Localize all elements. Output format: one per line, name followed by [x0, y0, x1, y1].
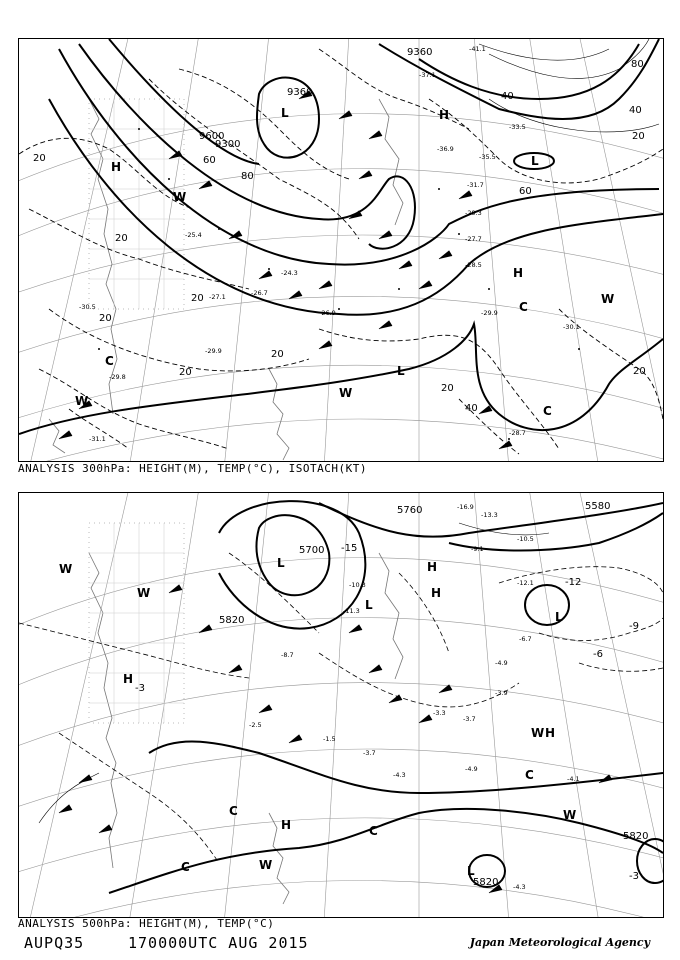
agency-credit: Japan Meteorological Agency [469, 936, 650, 949]
station-temp: -30.5 [79, 303, 96, 311]
low-symbol: L [365, 598, 373, 612]
caption-300hpa: ANALYSIS 300hPa: HEIGHT(M), TEMP(°C), ISOTACH(KT) [18, 462, 368, 475]
station-temp: -6.7 [519, 635, 532, 643]
isotach-label: 20 [179, 367, 192, 378]
station-temp: -31.1 [89, 435, 106, 443]
low-symbol: L [397, 364, 405, 378]
station-temp: -3.7 [363, 749, 376, 757]
warm-symbol: W [339, 386, 353, 400]
isotherm-label: -3 [629, 871, 639, 882]
station-temp: -24.3 [281, 269, 298, 277]
warm-symbol: W [531, 726, 545, 740]
low-symbol: L [467, 864, 475, 878]
isotach-label: 20 [115, 233, 128, 244]
height-label: 9300 [215, 139, 241, 150]
high-symbol: H [439, 108, 450, 122]
station-temp: -11.3 [343, 607, 360, 615]
warm-symbol: W [601, 292, 615, 306]
low-symbol: L [281, 106, 289, 120]
height-contours [109, 501, 663, 893]
station-temp: -29.3 [465, 209, 482, 217]
isotach-label: 80 [631, 59, 644, 70]
high-symbol: H [427, 560, 438, 574]
station-temp: -2.5 [249, 721, 262, 729]
station-temp: -41.1 [469, 45, 486, 53]
high-symbol: H [281, 818, 292, 832]
warm-symbol: W [259, 858, 273, 872]
low-symbol: L [555, 610, 563, 624]
high-symbol: H [123, 672, 134, 686]
isotherm-label: -3 [135, 683, 145, 694]
station-temp: -4.3 [513, 883, 526, 891]
isotach-label: 40 [501, 91, 514, 102]
isotach-label: 20 [99, 313, 112, 324]
cold-symbol: C [229, 804, 238, 818]
station-temp: -10.3 [349, 581, 366, 589]
station-temp: -3.9 [495, 689, 508, 697]
isotach-label: 60 [203, 155, 216, 166]
cold-symbol: C [543, 404, 552, 418]
isotach-label: 20 [632, 131, 645, 142]
high-symbol: H [545, 726, 556, 740]
isotherm-label: -9 [629, 621, 639, 632]
warm-symbol: W [59, 562, 73, 576]
station-temp: -29.9 [205, 347, 222, 355]
station-temp: -4.9 [495, 659, 508, 667]
station-temp: -28.5 [465, 261, 482, 269]
height-label: 5580 [585, 501, 611, 512]
station-temp: -25.4 [185, 231, 202, 239]
map-300hpa-canvas [19, 39, 663, 461]
station-temp: -31.7 [467, 181, 484, 189]
height-label: 9600 [199, 131, 225, 142]
station-temp: -29.8 [109, 373, 126, 381]
warm-symbol: W [75, 394, 89, 408]
caption-500hpa: ANALYSIS 500hPa: HEIGHT(M), TEMP(°C) [18, 917, 275, 930]
station-temp: -27.7 [465, 235, 482, 243]
isotherm-label: -12 [565, 577, 582, 588]
cold-symbol: C [519, 300, 528, 314]
station-temp: -12.1 [517, 579, 534, 587]
station-temp: -10.5 [517, 535, 534, 543]
low-symbol: L [531, 154, 539, 168]
cold-symbol: C [369, 824, 378, 838]
height-label: 5760 [397, 505, 423, 516]
station-temp: -28.7 [509, 429, 526, 437]
station-temp: -13.3 [481, 511, 498, 519]
station-temp: -33.5 [509, 123, 526, 131]
isotherm-label: -6 [593, 649, 603, 660]
height-label: 5820 [623, 831, 649, 842]
station-temp: -29.9 [481, 309, 498, 317]
station-temp: -9.1 [471, 545, 484, 553]
station-temp: -27.1 [209, 293, 226, 301]
valid-time: 170000UTC AUG 2015 [128, 934, 309, 952]
station-temp: -8.7 [281, 651, 294, 659]
isotach-label: 80 [241, 171, 254, 182]
high-symbol: H [431, 586, 442, 600]
height-label: 5820 [473, 877, 499, 888]
map-500hpa [18, 492, 664, 918]
station-temp: -26.7 [251, 289, 268, 297]
station-temp: -35.5 [479, 153, 496, 161]
isotach-label: 20 [33, 153, 46, 164]
station-temp: -30.1 [563, 323, 580, 331]
shade-grid [89, 99, 187, 309]
warm-symbol: W [173, 190, 187, 204]
low-symbol: L [277, 556, 285, 570]
shaded-area [89, 99, 187, 309]
isotherm-label: -15 [341, 543, 358, 554]
warm-symbol: W [137, 586, 151, 600]
station-temp: -26.9 [319, 309, 336, 317]
height-label: 9360 [407, 47, 433, 58]
high-symbol: H [111, 160, 122, 174]
isotach-label: 20 [441, 383, 454, 394]
station-temp: -16.9 [457, 503, 474, 511]
isotach-label: 20 [271, 349, 284, 360]
graticule [19, 493, 663, 917]
station-temp: -4.3 [393, 771, 406, 779]
height-label: 9360 [287, 87, 313, 98]
isotach-label: 20 [191, 293, 204, 304]
station-temp: -4.9 [465, 765, 478, 773]
station-temp: -3.3 [433, 709, 446, 717]
isotach-label: 20 [633, 366, 646, 377]
cold-symbol: C [105, 354, 114, 368]
station-temp: -3.7 [463, 715, 476, 723]
isotach-label: 40 [465, 403, 478, 414]
station-temp: -1.5 [323, 735, 336, 743]
height-label: 5820 [219, 615, 245, 626]
cold-symbol: C [181, 860, 190, 874]
station-temp: -4.1 [567, 775, 580, 783]
station-temp: -36.9 [437, 145, 454, 153]
height-label: 5700 [299, 545, 325, 556]
high-symbol: H [513, 266, 524, 280]
chart-id: AUPQ35 [24, 934, 85, 952]
map-300hpa [18, 38, 664, 462]
isotach-label: 40 [629, 105, 642, 116]
station-temp: -37.1 [419, 71, 436, 79]
warm-symbol: W [563, 808, 577, 822]
isotach-label: 60 [519, 186, 532, 197]
cold-symbol: C [525, 768, 534, 782]
coastline [89, 553, 403, 904]
map-500hpa-canvas [19, 493, 663, 917]
